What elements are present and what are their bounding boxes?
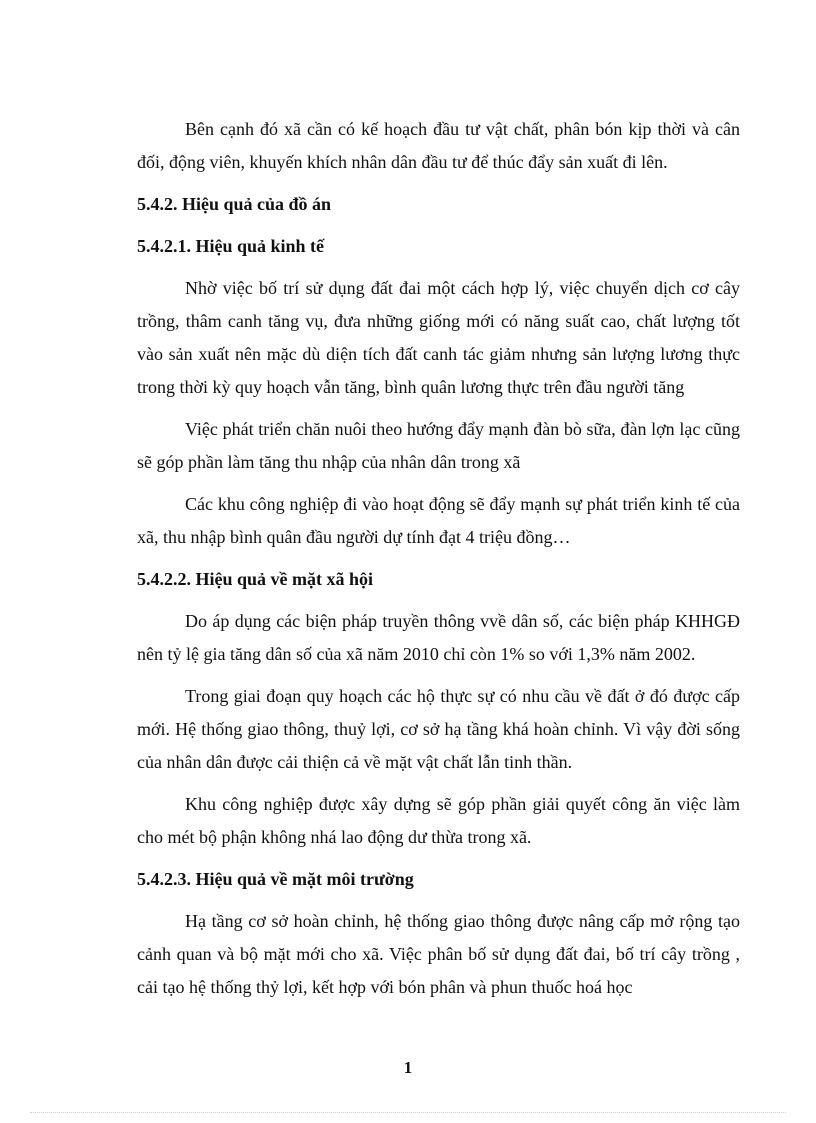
paragraph-employment: Khu công nghiệp được xây dựng sẽ góp phần giải quyết công ăn việc làm cho mét bộ phận không nhá lao động dư thừa trong xã. [137, 794, 740, 847]
paragraph-industrial-zones: Các khu công nghiệp đi vào hoạt động sẽ đẩy mạnh sự phát triển kinh tế của xã, thu nhập bình quân đầu người dự tính đạt 4 triệu đồng… [137, 494, 740, 547]
paragraph-land-use-efficiency: Nhờ việc bố trí sử dụng đất đai một cách hợp lý, việc chuyển dịch cơ cây trồng, thâm canh tăng vụ, đưa những giống mới có năng suất cao, chất lượng tốt vào sản xuất nên mặc dù diện tích đất canh tác giảm nhưng sản lượng lương thực trong thời kỳ quy hoạch vẫn tăng, bình quân lương thực trên đầu người tăng [137, 278, 740, 397]
heading-section-5-4-2-1: 5.4.2.1. Hiệu quả kinh tế [137, 236, 325, 256]
heading-section-5-4-2-2: 5.4.2.2. Hiệu quả về mặt xã hội [137, 569, 374, 589]
paragraph-environment: Hạ tầng cơ sở hoàn chỉnh, hệ thống giao thông được nâng cấp mở rộng tạo cảnh quan và bộ mặt mới cho xã. Việc phân bố sử dụng đất đai, bố trí cây trồng , cải tạo hệ thống thỷ lợi, kết hợp với bón phân và phun thuốc hoá học [137, 911, 740, 997]
document-body [137, 113, 740, 1013]
heading-section-5-4-2: 5.4.2. Hiệu quả của đồ án [137, 194, 332, 214]
heading-section-5-4-2-3: 5.4.2.3. Hiệu quả về mặt môi trường [137, 869, 414, 889]
paragraph-investment-plan: Bên cạnh đó xã cần có kế hoạch đầu tư vật chất, phân bón kịp thời và cân đối, động viên, khuyến khích nhân dân đầu tư để thúc đẩy sản xuất đi lên. [137, 119, 740, 172]
paragraph-population: Do áp dụng các biện pháp truyền thông vvề dân số, các biện pháp KHHGĐ nên tỷ lệ gia tăng dân số của xã năm 2010 chỉ còn 1% so với 1,3% năm 2002. [137, 611, 740, 664]
page-number: 1 [403, 1058, 413, 1077]
paragraph-livestock: Việc phát triển chăn nuôi theo hướng đẩy mạnh đàn bò sữa, đàn lợn lạc cũng sẽ góp phần làm tăng thu nhập của nhân dân trong xã [137, 419, 740, 472]
page-bottom-divider [30, 1112, 786, 1113]
paragraph-infrastructure: Trong giai đoạn quy hoạch các hộ thực sự có nhu cầu về đất ở đó được cấp mới. Hệ thống giao thông, thuỷ lợi, cơ sở hạ tầng khá hoàn chỉnh. Vì vậy đời sống của nhân dân được cải thiện cả về mặt vật chất lẫn tinh thần. [137, 686, 740, 772]
